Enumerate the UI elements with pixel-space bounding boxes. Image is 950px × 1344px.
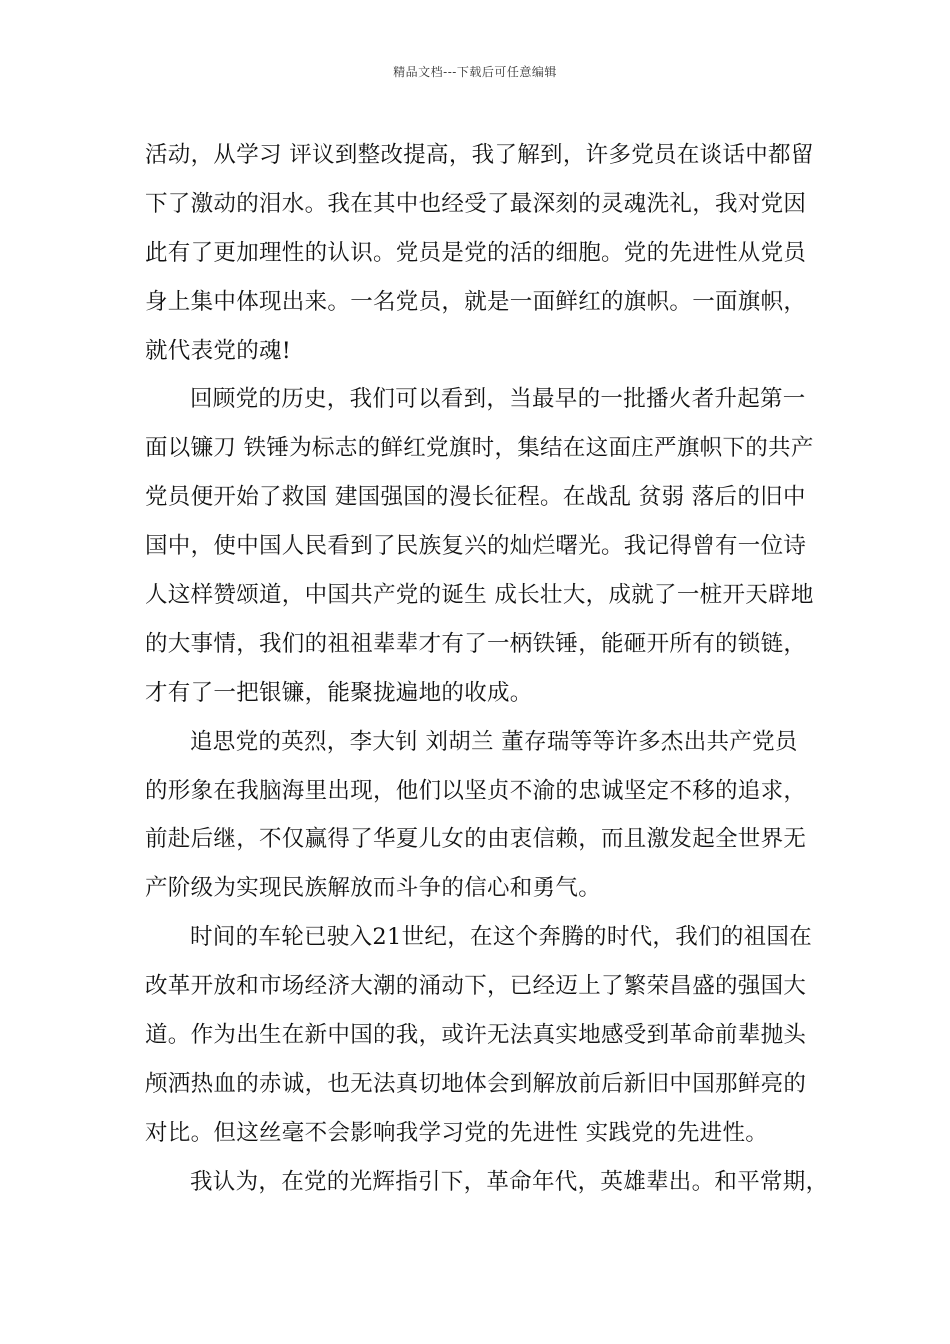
text-line: 前赴后继，不仅赢得了华夏儿女的由衷信赖，而且激发起全世界无 [145,826,807,853]
paragraph [145,913,830,1157]
text-line: 的大事情，我们的祖祖辈辈才有了一柄铁锤，能砸开所有的锁链， [145,630,807,657]
text-line: 党员便开始了救国 建国强国的漫长征程。在战乱 贫弱 落后的旧中 [145,484,806,511]
paragraph [145,718,830,914]
text-line: 颅洒热血的赤诚，也无法真切地体会到解放前后新旧中国那鲜亮的 [145,1070,807,1097]
text-line: 我认为，在党的光辉指引下，革命年代，英雄辈出。和平常期， [190,1168,829,1195]
text-line: 面以镰刀 铁锤为标志的鲜红党旗时，集结在这面庄严旗帜下的共产 [145,435,814,462]
text-line: 就代表党的魂! [145,337,292,364]
text-line: 改革开放和市场经济大潮的涌动下，已经迈上了繁荣昌盛的强国大 [145,973,807,1000]
text-line: 对比。但这丝毫不会影响我学习党的先进性 实践党的先进性。 [145,1119,769,1146]
text-line: 时间的车轮已驶入21世纪，在这个奔腾的时代，我们的祖国在 [190,924,813,951]
text-line: 此有了更加理性的认识。党员是党的活的细胞。党的先进性从党员 [145,239,807,266]
text-line: 追思党的英烈，李大钊 刘胡兰 董存瑞等等许多杰出共产党员 [190,728,798,755]
page-header: 精品文档---下载后可任意编辑 [393,65,557,79]
text-line: 才有了一把银镰，能聚拢遍地的收成。 [145,679,533,706]
text-line: 活动，从学习 评议到整改提高，我了解到，许多党员在谈话中都留 [145,142,814,168]
text-line: 身上集中体现出来。一名党员，就是一面鲜红的旗帜。一面旗帜， [145,288,807,315]
text-line: 国中，使中国人民看到了民族复兴的灿烂曙光。我记得曾有一位诗 [145,533,807,560]
document-body [145,131,830,1207]
text-line: 回顾党的历史，我们可以看到，当最早的一批播火者升起第一 [190,386,806,413]
paragraph [145,131,830,375]
text-line: 下了激动的泪水。我在其中也经受了最深刻的灵魂洗礼，我对党因 [145,190,807,217]
text-line: 的形象在我脑海里出现，他们以坚贞不渝的忠诚坚定不移的追求， [145,777,807,804]
text-line: 道。作为出生在新中国的我，或许无法真实地感受到革命前辈抛头 [145,1022,807,1049]
text-line: 人这样赞颂道，中国共产党的诞生 成长壮大，成就了一桩开天辟地 [145,582,814,609]
paragraph [145,375,830,717]
paragraph [145,1158,830,1207]
text-line: 产阶级为实现民族解放而斗争的信心和勇气。 [145,875,602,902]
